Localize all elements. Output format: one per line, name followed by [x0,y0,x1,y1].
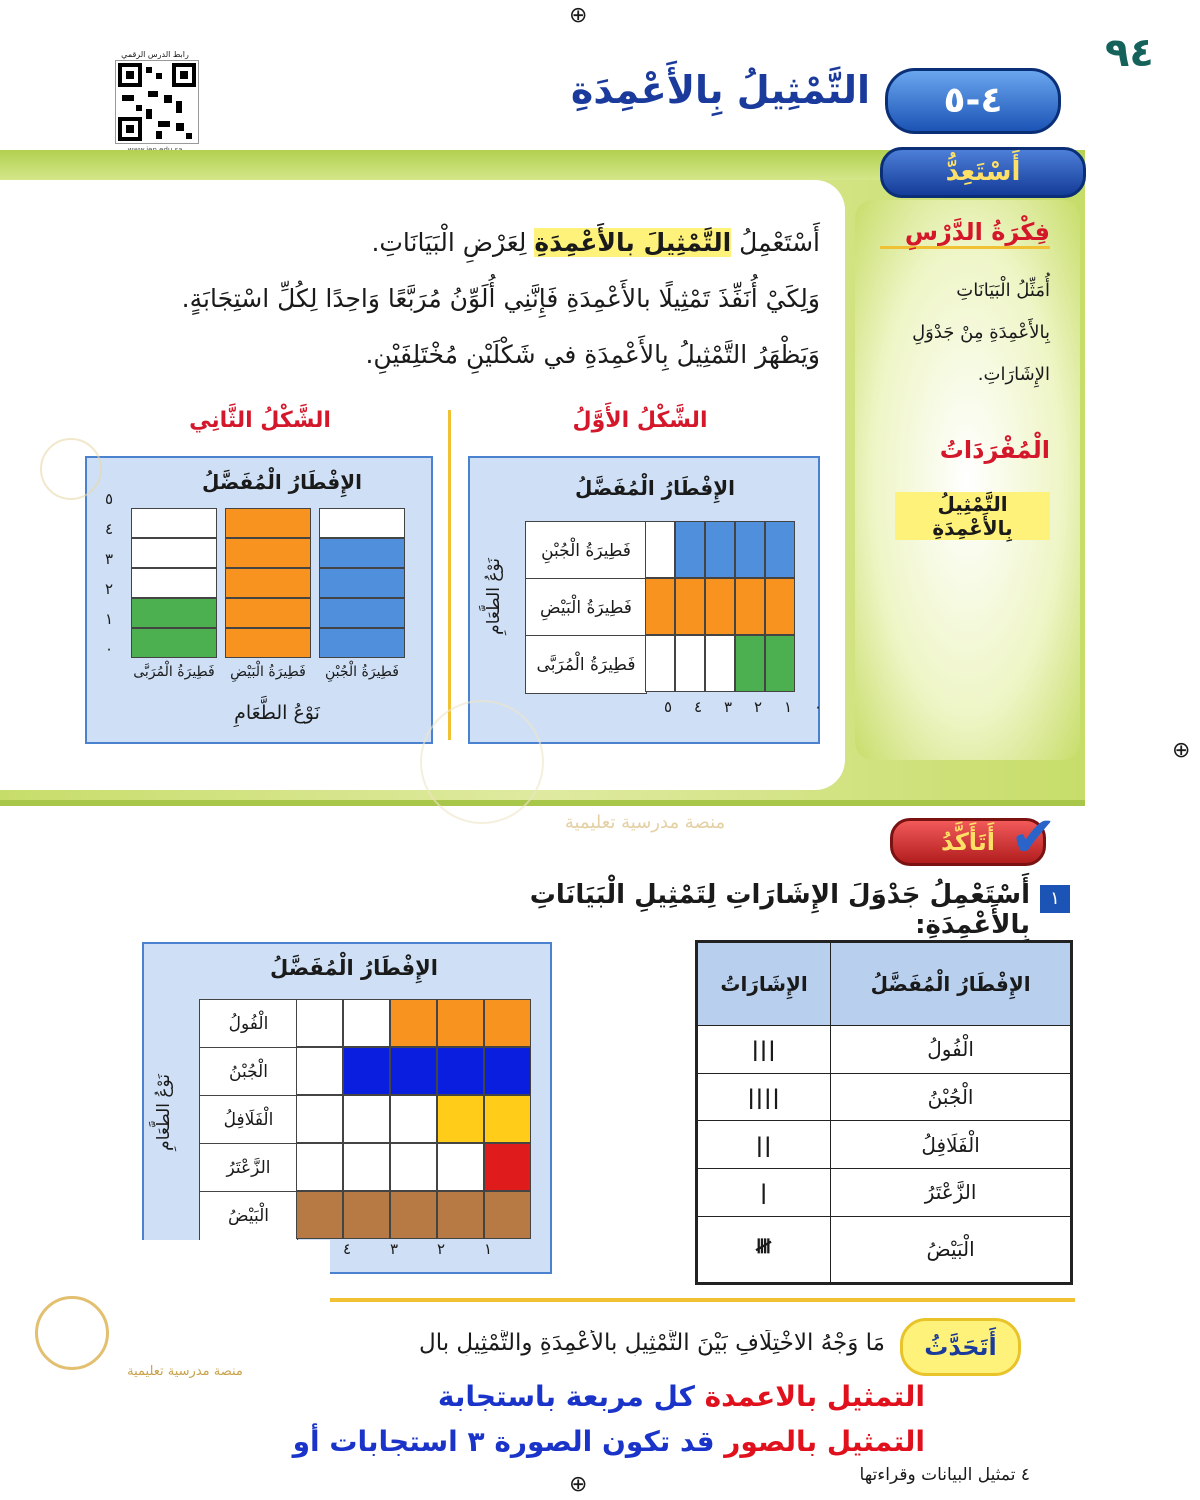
bar-square [765,521,795,578]
bar-square [131,628,217,658]
answer-blue-text: قد تكون الصورة ٣ استجابات أو [292,1425,715,1458]
bar-category-label: فَطِيرَةُ الْبَيْضِ [230,664,306,680]
axis-tick-label: ٤ [105,520,114,538]
registration-mark-icon: ⊕ [1172,738,1191,763]
tally-header-food: الإِفْطَارُ الْمُفَضَّلُ [831,942,1072,1026]
bar-square [735,521,765,578]
answer-red-text: التمثيل بالصور [724,1425,925,1458]
footer-text: ٤ تمثيل البيانات وقراءتها [859,1465,1030,1485]
bar-square [319,538,405,568]
intro-text-part: لِعَرْضِ الْبَيَانَاتِ. [371,228,527,257]
logo-icon [35,1296,109,1370]
empty-square [296,999,343,1047]
answer-blue-text: كل مربعة باستجابة [437,1380,695,1413]
bar-square [437,1191,484,1239]
bar-square [705,521,735,578]
bar-square [437,1095,484,1143]
tally-header-marks: الإِشَارَاتُ [697,942,831,1026]
bar-category-label: فَطِيرَةُ الْمُرَبَّى [133,664,215,680]
table-row [697,1169,1072,1217]
bar-category-label: فَطِيرَةُ الْمُرَبَّى [525,635,647,694]
bar-square [390,1191,437,1239]
empty-square [343,999,390,1047]
bar-square [735,578,765,635]
answer-chart-axis-label: نَوْعُ الطَّعَامِ [154,1074,174,1151]
lesson-idea-text [875,270,1050,396]
bar-square [484,1143,531,1191]
answer-line-1 [420,1380,925,1413]
axis-tick-label: ٢ [754,698,763,716]
question-text: أَسْتَعْمِلُ جَدْوَلَ الإِشَارَاتِ لِتَمْثِيلِ الْبَيَانَاتِ بِالأَعْمِدَةِ: [529,880,1030,940]
lesson-title: التَّمْثِيلُ بِالأَعْمِدَةِ [570,68,870,112]
bar-category-label: فَطِيرَةُ الْجُبْنِ [325,664,399,680]
axis-tick-label: ٣ [390,1240,399,1258]
axis-tick-label: ١ [784,698,793,716]
bar-square [319,568,405,598]
figure2-axis-label: نَوْعُ الطَّعَامِ [234,702,320,724]
bar-category-label: الْجُبْنُ [199,1047,298,1097]
empty-square [131,508,217,538]
bar-square [343,1047,390,1095]
empty-square [131,538,217,568]
bar-category-label: الْفَلَافِلُ [199,1095,298,1145]
bar-square [225,628,311,658]
figure2-chart [85,456,433,744]
empty-square [645,521,675,578]
figure2-chart-title: الإِفْطَارُ الْمُفَضَّلُ [201,470,363,494]
intro-line-1 [110,215,820,271]
empty-square [296,1047,343,1095]
table-row [697,1216,1072,1283]
tally-food: الْبَيْضُ [831,1216,1072,1283]
tally-marks: || [697,1121,831,1169]
tally-food: الْجُبْنُ [831,1073,1072,1121]
bar-category-label: الزَّعْتَرُ [199,1143,298,1193]
bar-square [675,578,705,635]
lesson-idea-line: أُمَثِّلُ الْبَيَانَاتِ [956,280,1050,301]
axis-tick-label: ٥ [664,698,673,716]
figures-divider [448,410,451,740]
axis-tick-label: ١ [105,610,114,628]
axis-tick-label: ٠ [814,698,823,716]
empty-square [296,1095,343,1143]
qr-code[interactable] [115,60,199,144]
question-number: ١ [1040,885,1070,913]
answer-chart-title: الإِفْطَارُ الْمُفَضَّلُ [269,956,439,980]
talk-divider [330,1298,1075,1302]
page-number: ٩٤ [1105,30,1154,76]
figure1-axis-label: نَوْعُ الطَّعَامِ [484,558,504,635]
empty-square [705,635,735,692]
bar-square [735,635,765,692]
bar-square [765,635,795,692]
empty-square [296,1143,343,1191]
bar-square [484,1191,531,1239]
bar-square [390,1047,437,1095]
bar-square [705,578,735,635]
axis-tick-label: ٤ [694,698,703,716]
check-tab: أَتَأَكَّدُ [890,818,1046,866]
talk-question: مَا وَجْهُ الاخْتِلَافِ بَيْنَ التَّمْثِيلِ بالأَعْمِدَةِ والتَّمْثِيلِ بال [418,1330,885,1356]
empty-square [675,635,705,692]
tally-marks: 𝍸 [697,1216,831,1283]
answer-red-text: التمثيل بالاعمدة [704,1380,925,1413]
axis-tick-label: ١ [484,1240,493,1258]
tally-marks: ||| [697,1026,831,1074]
bar-category-label: فَطِيرَةُ الْجُبْنِ [525,521,647,580]
tally-marks: | [697,1169,831,1217]
vocab-item: التَّمْثِيلُ بِالأَعْمِدَةِ [895,492,1050,540]
bar-square [319,628,405,658]
axis-tick-label: ٤ [343,1240,352,1258]
answer-chart [142,942,552,1274]
bar-square [343,1191,390,1239]
bar-square [225,508,311,538]
bar-square [675,521,705,578]
axis-tick-label: ٣ [724,698,733,716]
bar-square [390,999,437,1047]
lesson-idea-line: بِالأَعْمِدَةِ مِنْ جَدْوَلِ [912,322,1050,343]
tally-table [695,940,1073,1285]
empty-square [390,1095,437,1143]
axis-tick-label: ٢ [437,1240,446,1258]
empty-square [131,568,217,598]
bar-square [225,568,311,598]
bar-square [645,578,675,635]
registration-mark-icon: ⊕ [569,1472,588,1497]
figure1-chart [468,456,823,744]
vocab-heading: الْمُفْرَدَاتُ [939,436,1050,464]
watermark-logo-icon [40,438,102,500]
watermark-text: منصة مدرسية تعليمية [564,812,726,833]
intro-line-3: وَيَظْهَرُ التَّمْثِيلُ بِالأَعْمِدَةِ في شَكْلَيْنِ مُخْتَلِفَيْنِ. [365,340,820,369]
bar-category-label: الْفُولُ [199,999,298,1049]
figure2-heading: الشَّكْلُ الثَّانِي [189,408,331,433]
lesson-idea-line: الإِشَارَاتِ. [977,364,1050,385]
bar-square [765,578,795,635]
bar-category-label: فَطِيرَةُ الْبَيْضِ [525,578,647,637]
empty-square [319,508,405,538]
intro-text [110,215,820,383]
bar-square [484,1047,531,1095]
bar-square [296,1191,343,1239]
empty-square [437,1143,484,1191]
empty-square [343,1095,390,1143]
axis-tick-label: ٠ [105,640,114,658]
bar-square [225,538,311,568]
axis-tick-label: ٣ [105,550,114,568]
bar-square [437,999,484,1047]
bar-square [131,598,217,628]
bar-category-label: الْبَيْضُ [199,1191,298,1241]
lesson-idea-heading: فِكْرَةُ الدَّرْسِ [880,218,1050,249]
watermark-logo-icon [420,700,544,824]
intro-highlight: التَّمْثِيلَ بالأَعْمِدَةِ [534,228,732,257]
checkmark-icon: ✔ [1010,805,1057,870]
empty-square [645,635,675,692]
intro-line-2: وَلِكَيْ أُنَفِّذَ تَمْثِيلًا بالأَعْمِدَةِ فَإِنَّنِي أُلَوِّنُ مُرَبَّعًا وَاحِدًا لِكُلِّ اسْتِجَابَةٍ. [181,284,820,313]
logo-tagline: منصة مدرسية تعليمية [127,1364,243,1379]
bar-square [437,1047,484,1095]
tally-food: الزَّعْتَرُ [831,1169,1072,1217]
figure1-chart-title: الإِفْطَارُ الْمُفَضَّلُ [574,476,736,500]
empty-square [343,1143,390,1191]
intro-text-part: أَسْتَعْمِلُ [739,228,820,257]
table-row [697,1121,1072,1169]
table-row [697,1073,1072,1121]
axis-tick-label: ٢ [105,580,114,598]
answer-line-2 [292,1425,925,1458]
bar-square [225,598,311,628]
lesson-number-badge: ٤-٥ [885,68,1061,134]
figure1-heading: الشَّكْلُ الأَوَّلُ [572,408,708,433]
tally-food: الْفَلَافِلُ [831,1121,1072,1169]
bar-square [484,1095,531,1143]
tally-marks: |||| [697,1073,831,1121]
bar-square [319,598,405,628]
table-row [697,1026,1072,1074]
qr-caption: رابط الدرس الرقمي [121,50,189,59]
registration-mark-icon: ⊕ [569,3,588,28]
axis-tick-label: ٥ [105,490,114,508]
empty-square [390,1143,437,1191]
prepare-tab: أَسْتَعِدُّ [880,147,1086,198]
bar-square [484,999,531,1047]
talk-badge: أَتَحَدَّثُ [900,1318,1021,1376]
tally-food: الْفُولُ [831,1026,1072,1074]
